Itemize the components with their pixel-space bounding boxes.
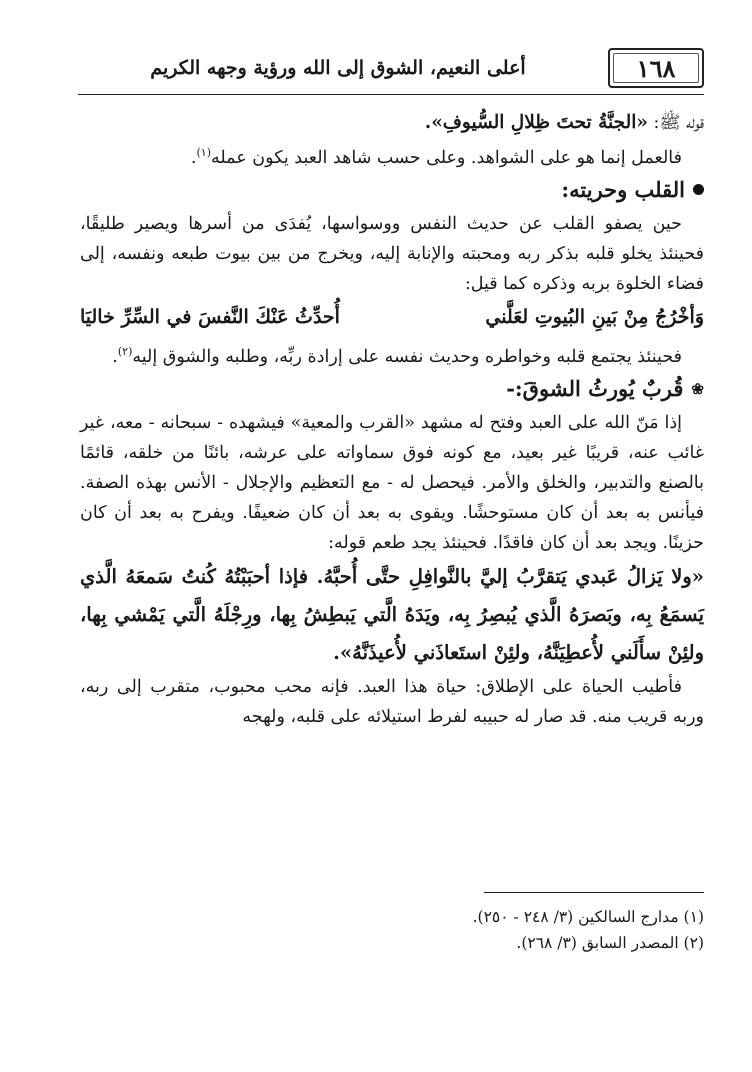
paragraph-6: فأطيب الحياة على الإطلاق: حياة هذا العبد. فإنه محب محبوب، متقرب إلى ربه، وربه قريب منه. قد صار له حبيبه لفرط استيلائه على قلبه، ولهجه [80,676,704,727]
paragraph-2-text: فالعمل إنما هو على الشواهد. وعلى حسب شاهد العبد يكون عمله [211,147,682,168]
paragraph-4: فحينئذ يجتمع قلبه وخواطره وحديث نفسه على إرادة ربِّه، وطلبه والشوق إليه$^{(٢)}$. [112,344,682,367]
section-heading-1-text: القلب وحريته: [561,176,685,202]
page-number-frame [608,48,704,88]
poem-verse [80,299,704,337]
paragraph-1-intro: قوله ﷺ: [647,113,704,133]
paragraph-3: حين يصفو القلب عن حديث النفس ووسواسها، يُفدَى من أسرها ويصير طليقًا، فحينئذ يخلو قلبه بذكر ربه ومحبته والإنابة إليه، ويخرج من بين بيوت طبعه ونفسه، إلى فضاء الخلوة بربه وذكره كما قيل: [80,213,704,294]
running-title: أعلى النعيم، الشوق إلى الله ورؤية وجهه الكريم [150,57,526,79]
footnotes [104,904,704,956]
page-number: ١٦٨ [636,53,676,83]
footnote-divider [484,892,704,893]
footnote-ref-2: (٢) [117,344,133,358]
poem-hemistich-first: وَأخْرُجُ مِنْ بَينِ البُيوتِ لعَلَّني [485,305,704,328]
page-header [78,44,704,92]
header-divider [78,94,704,95]
paragraph-1 [80,108,704,138]
main-text [80,108,704,732]
bullet-dot-icon [693,184,704,195]
footnote-2: (٢) المصدر السابق (٣/ ٢٦٨). [516,934,704,952]
flower-bullet-icon: ❀ [691,379,704,398]
hadith-quote-swords: «الجنَّةُ تحتَ ظِلالِ السُّيوفِ». [424,112,648,133]
paragraph-2: فالعمل إنما هو على الشواهد. وعلى حسب شاهد العبد يكون عمله$^{(١)}$. [190,146,682,168]
poem-hemistich-second: أُحدِّثُ عَنْكَ النَّفسَ في السِّرِّ خاليَا [80,305,340,328]
hadith-qudsi-quote: «ولا يَزالُ عَبدي يَتقرَّبُ إليَّ بالنَّوافِلِ حتَّى أُحبَّهُ. فإذا أحبَبْتُهُ كُنتُ سَمعَهُ الَّذي يَسمَعُ بِه، وبَصرَهُ الَّذي يُبصِرُ بِه، ويَدَهُ الَّتي يَبطِشُ بِها، ورِجْلَهُ الَّتي يَمْشي بِها، ولئِنْ سأَلَني لأُعطِيَنَّهُ، ولئِنْ استَعاذَني لأُعيذَنَّهُ». [80,564,704,664]
section-heading-heart-freedom [80,175,704,205]
footnote-ref-1: (١) [196,146,211,159]
footnote-1: (١) مدارج السالكين (٣/ ٢٤٨ - ٢٥٠). [472,908,704,926]
section-heading-nearness [80,374,704,404]
section-heading-2-text: قُربٌ يُورثُ الشوقَ:- [506,375,684,401]
paragraph-4-text: فحينئذ يجتمع قلبه وخواطره وحديث نفسه على إرادة ربِّه، وطلبه والشوق إليه [132,346,682,367]
paragraph-5: إذا مَنّ الله على العبد وفتح له مشهد «القرب والمعية» فيشهده - سبحانه - معه، غير غائب عنه، قريبًا غير بعيد، مع كونه فوق سماواته على عرشه، بائنًا من خلقه، قائمًا بالصنع والتدبير، والخلق والأمر. فيحصل له - مع التعظيم والإجلال - الأنس بهذه الصفة. فيأنس به بعد أن كان مستوحشًا. ويقوى به بعد أن كان ضعيفًا. ويفرح به بعد أن كان حزينًا. ويجد بعد أن كان فاقدًا. فحينئذ يجد طعم قوله: [80,412,704,553]
